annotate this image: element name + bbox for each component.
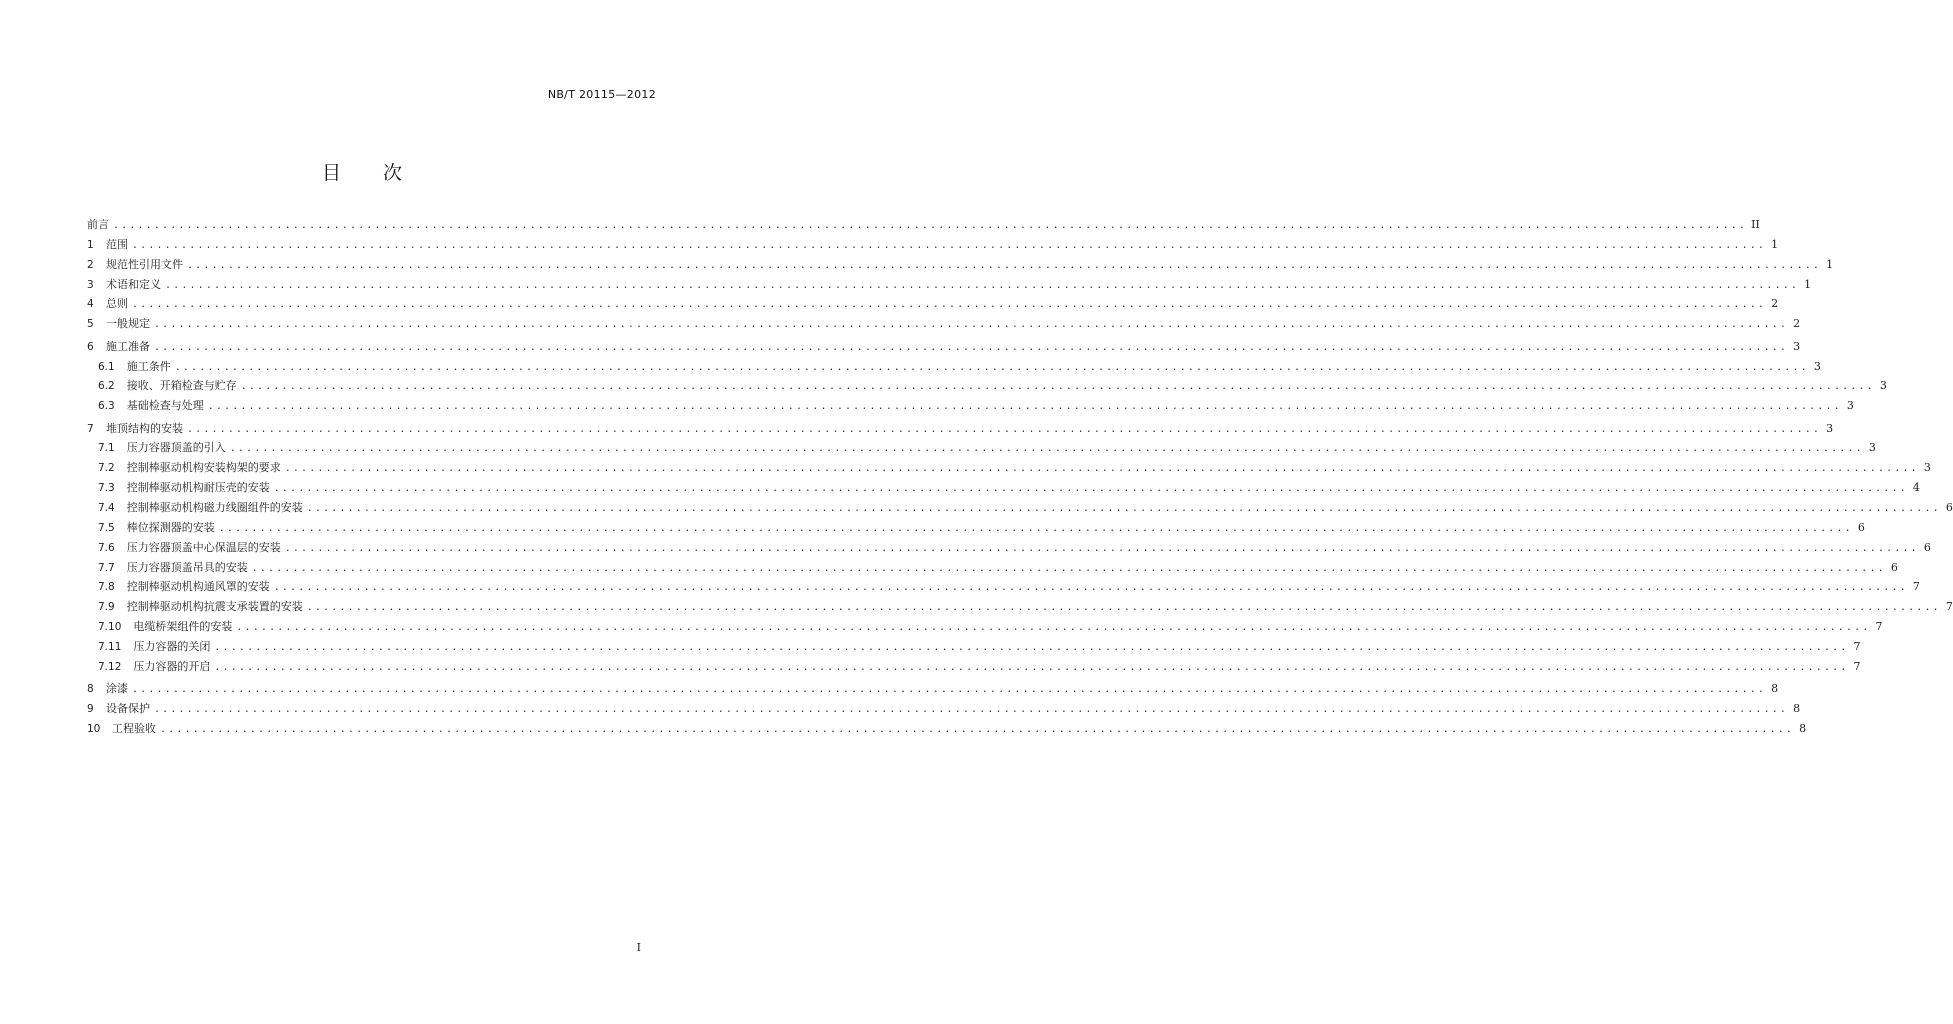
page-title-char-1: 目 bbox=[321, 162, 341, 184]
toc-entry-title: 压力容器的开启 bbox=[133, 659, 211, 673]
toc-entry-number: 6.3 bbox=[98, 400, 115, 413]
toc-dot-leader: ........................................................................................................................................................................................................ bbox=[132, 684, 1767, 696]
toc-entry-title: 控制棒驱动机构磁力线圈组件的安装 bbox=[126, 501, 303, 514]
toc-entry-page: 3 bbox=[1879, 379, 1887, 393]
toc-dot-leader: ........................................................................................................................................................................................................ bbox=[240, 381, 1875, 393]
toc-entry-page: 7 bbox=[1853, 639, 1861, 653]
toc-entry[interactable] bbox=[87, 658, 1861, 678]
toc-dot-leader: ........................................................................................................................................................................................................ bbox=[284, 463, 1919, 475]
toc-entry-number: 4 bbox=[87, 298, 94, 311]
toc-entry[interactable] bbox=[87, 459, 1931, 479]
toc-entry-number: 1 bbox=[87, 238, 94, 251]
toc-entry-page: 8 bbox=[1771, 682, 1779, 696]
toc-entry-page: 3 bbox=[1793, 339, 1801, 353]
toc-dot-leader: ........................................................................................................................................................................................................ bbox=[284, 542, 1919, 554]
toc-dot-leader: ........................................................................................................................................................................................................ bbox=[207, 401, 1842, 413]
toc-entry-title: 控制棒驱动机构耐压壳的安装 bbox=[126, 481, 270, 495]
toc-entry-title: 控制棒驱动机构通风罩的安装 bbox=[126, 580, 270, 594]
toc-entry[interactable] bbox=[87, 720, 1807, 740]
toc-entry-title: 压力容器的关闭 bbox=[133, 639, 211, 653]
toc-entry-page: 6 bbox=[1945, 501, 1953, 514]
toc-dot-leader: ........................................................................................................................................................................................................ bbox=[187, 423, 1822, 435]
toc-entry-number: 7.10 bbox=[98, 621, 122, 634]
toc-entry-title: 基础检查与处理 bbox=[126, 399, 204, 413]
toc-entry[interactable] bbox=[87, 439, 1876, 459]
toc-dot-leader: ........................................................................................................................................................................................................ bbox=[218, 522, 1853, 534]
table-of-contents bbox=[87, 216, 1953, 740]
toc-entry-number: 7.4 bbox=[98, 502, 115, 514]
toc-entry-page: 7 bbox=[1853, 659, 1861, 673]
toc-entry-title: 工程验收 bbox=[112, 721, 156, 735]
toc-entry-title: 总则 bbox=[106, 297, 128, 311]
toc-entry-page: 4 bbox=[1912, 481, 1920, 495]
toc-entry-number: 8 bbox=[87, 683, 94, 696]
toc-entry-title: 堆顶结构的安装 bbox=[106, 421, 183, 435]
toc-entry-page: 7 bbox=[1875, 620, 1883, 634]
toc-entry-page: 6 bbox=[1857, 520, 1865, 534]
toc-entry-title: 棒位探测器的安装 bbox=[126, 520, 215, 534]
page-title-char-2: 次 bbox=[383, 162, 403, 184]
toc-entry[interactable] bbox=[87, 598, 1953, 618]
toc-entry[interactable] bbox=[87, 638, 1861, 658]
toc-entry-page: 6 bbox=[1890, 560, 1898, 574]
toc-entry-page: 3 bbox=[1826, 421, 1834, 435]
toc-entry-number: 6.2 bbox=[98, 380, 115, 393]
toc-dot-leader: ........................................................................................................................................................................................................ bbox=[273, 483, 1908, 495]
toc-entry-number: 6 bbox=[87, 340, 94, 353]
toc-entry[interactable] bbox=[87, 479, 1920, 499]
toc-entry-page: 8 bbox=[1799, 721, 1807, 735]
toc-entry-number: 7.2 bbox=[98, 462, 115, 475]
toc-dot-leader: ........................................................................................................................................................................................................ bbox=[160, 723, 1795, 735]
toc-entry-title: 一般规定 bbox=[106, 317, 150, 331]
toc-dot-leader: ........................................................................................................................................................................................................ bbox=[214, 641, 1849, 653]
toc-entry-number: 7.8 bbox=[98, 581, 115, 594]
toc-entry[interactable] bbox=[87, 578, 1920, 598]
toc-entry-page: 2 bbox=[1771, 297, 1779, 311]
toc-entry[interactable] bbox=[87, 276, 1812, 296]
footer-page-number: I bbox=[636, 941, 641, 954]
toc-dot-leader: ........................................................................................................................................................................................................ bbox=[174, 361, 1809, 373]
toc-dot-leader: ........................................................................................................................................................................................................ bbox=[154, 704, 1789, 716]
toc-entry[interactable] bbox=[87, 358, 1821, 378]
toc-dot-leader: ........................................................................................................................................................................................................ bbox=[236, 622, 1871, 634]
toc-entry[interactable] bbox=[87, 618, 1883, 638]
toc-entry-page: 3 bbox=[1868, 441, 1876, 455]
toc-entry-title: 规范性引用文件 bbox=[106, 257, 183, 271]
toc-entry-title: 前言 bbox=[87, 218, 109, 231]
toc-entry-page: 8 bbox=[1793, 702, 1801, 716]
toc-entry-title: 范围 bbox=[106, 237, 128, 251]
toc-entry[interactable] bbox=[87, 256, 1834, 276]
toc-dot-leader: ........................................................................................................................................................................................................ bbox=[229, 443, 1864, 455]
toc-entry-page: 2 bbox=[1793, 317, 1801, 331]
toc-entry[interactable] bbox=[87, 377, 1887, 397]
toc-entry-page: 3 bbox=[1923, 461, 1931, 475]
toc-entry-page: II bbox=[1751, 218, 1760, 231]
toc-dot-leader: ........................................................................................................................................................................................................ bbox=[154, 319, 1789, 331]
toc-entry-page: 7 bbox=[1945, 600, 1953, 614]
toc-entry-title: 压力容器顶盖吊具的安装 bbox=[126, 560, 248, 574]
toc-entry-page: 1 bbox=[1804, 277, 1812, 291]
document-number: NB/T 20115—2012 bbox=[547, 88, 656, 101]
toc-dot-leader: ........................................................................................................................................................................................................ bbox=[273, 582, 1908, 594]
toc-entry-page: 3 bbox=[1813, 359, 1821, 373]
toc-entry[interactable] bbox=[87, 559, 1898, 579]
page-title bbox=[0, 158, 724, 185]
toc-entry[interactable] bbox=[87, 539, 1931, 559]
toc-entry[interactable] bbox=[87, 397, 1854, 417]
toc-entry[interactable] bbox=[87, 680, 1779, 700]
toc-dot-leader: ........................................................................................................................................................................................................ bbox=[306, 602, 1941, 614]
toc-entry-page: 3 bbox=[1846, 399, 1854, 413]
toc-entry[interactable] bbox=[87, 519, 1865, 539]
toc-dot-leader: ........................................................................................................................................................................................................ bbox=[154, 341, 1789, 353]
toc-entry[interactable] bbox=[87, 338, 1801, 358]
toc-dot-leader: ........................................................................................................................................................................................................ bbox=[251, 562, 1886, 574]
toc-entry[interactable] bbox=[87, 236, 1779, 256]
toc-entry-number: 6.1 bbox=[98, 360, 115, 373]
toc-entry[interactable] bbox=[87, 216, 1760, 236]
toc-entry-number: 7.7 bbox=[98, 561, 115, 574]
toc-entry-title: 施工准备 bbox=[106, 339, 150, 353]
toc-entry-number: 5 bbox=[87, 318, 94, 331]
toc-entry[interactable] bbox=[87, 420, 1834, 440]
toc-dot-leader: ........................................................................................................................................................................................................ bbox=[306, 503, 1941, 514]
toc-entry-title: 电缆桥架组件的安装 bbox=[133, 620, 233, 634]
toc-dot-leader: ........................................................................................................................................................................................................ bbox=[132, 299, 1767, 311]
toc-entry-title: 施工条件 bbox=[126, 359, 171, 373]
toc-entry-number: 7.6 bbox=[98, 541, 115, 554]
toc-entry-title: 控制棒驱动机构抗震支承装置的安装 bbox=[126, 600, 303, 614]
toc-dot-leader: ........................................................................................................................................................................................................ bbox=[214, 661, 1849, 673]
toc-entry-title: 接收、开箱检查与贮存 bbox=[126, 379, 237, 393]
toc-entry-number: 7.12 bbox=[98, 660, 122, 673]
toc-entry-number: 7.11 bbox=[98, 640, 122, 653]
toc-entry[interactable] bbox=[87, 499, 1953, 519]
toc-entry-title: 设备保护 bbox=[106, 702, 150, 716]
toc-entry-title: 术语和定义 bbox=[106, 277, 161, 291]
toc-entry-number: 2 bbox=[87, 258, 94, 271]
toc-dot-leader: ........................................................................................................................................................................................................ bbox=[165, 279, 1800, 291]
toc-entry-number: 7.5 bbox=[98, 521, 115, 534]
toc-entry-page: 7 bbox=[1912, 580, 1920, 594]
toc-entry-number: 7 bbox=[87, 422, 94, 435]
toc-entry[interactable] bbox=[87, 295, 1779, 315]
toc-entry-title: 压力容器顶盖中心保温层的安装 bbox=[126, 540, 281, 554]
toc-entry-page: 1 bbox=[1771, 237, 1779, 251]
toc-entry-number: 7.1 bbox=[98, 442, 115, 455]
toc-dot-leader: ........................................................................................................................................................................................................ bbox=[132, 239, 1767, 251]
toc-entry-number: 9 bbox=[87, 703, 94, 716]
toc-entry-number: 3 bbox=[87, 278, 94, 291]
toc-entry-title: 控制棒驱动机构安装构架的要求 bbox=[126, 461, 281, 475]
toc-entry-number: 10 bbox=[87, 722, 101, 735]
toc-entry[interactable] bbox=[87, 315, 1801, 335]
toc-entry-title: 涂漆 bbox=[106, 682, 128, 696]
toc-dot-leader: ........................................................................................................................................................................................................ bbox=[187, 259, 1822, 271]
toc-entry-number: 7.3 bbox=[98, 482, 115, 495]
toc-entry-number: 7.9 bbox=[98, 601, 115, 614]
toc-entry-page: 1 bbox=[1826, 257, 1834, 271]
toc-entry-page: 6 bbox=[1923, 540, 1931, 554]
toc-dot-leader: ........................................................................................................................................................................................................ bbox=[113, 220, 1748, 231]
toc-entry-title: 压力容器顶盖的引入 bbox=[126, 441, 226, 455]
toc-entry[interactable] bbox=[87, 700, 1801, 720]
